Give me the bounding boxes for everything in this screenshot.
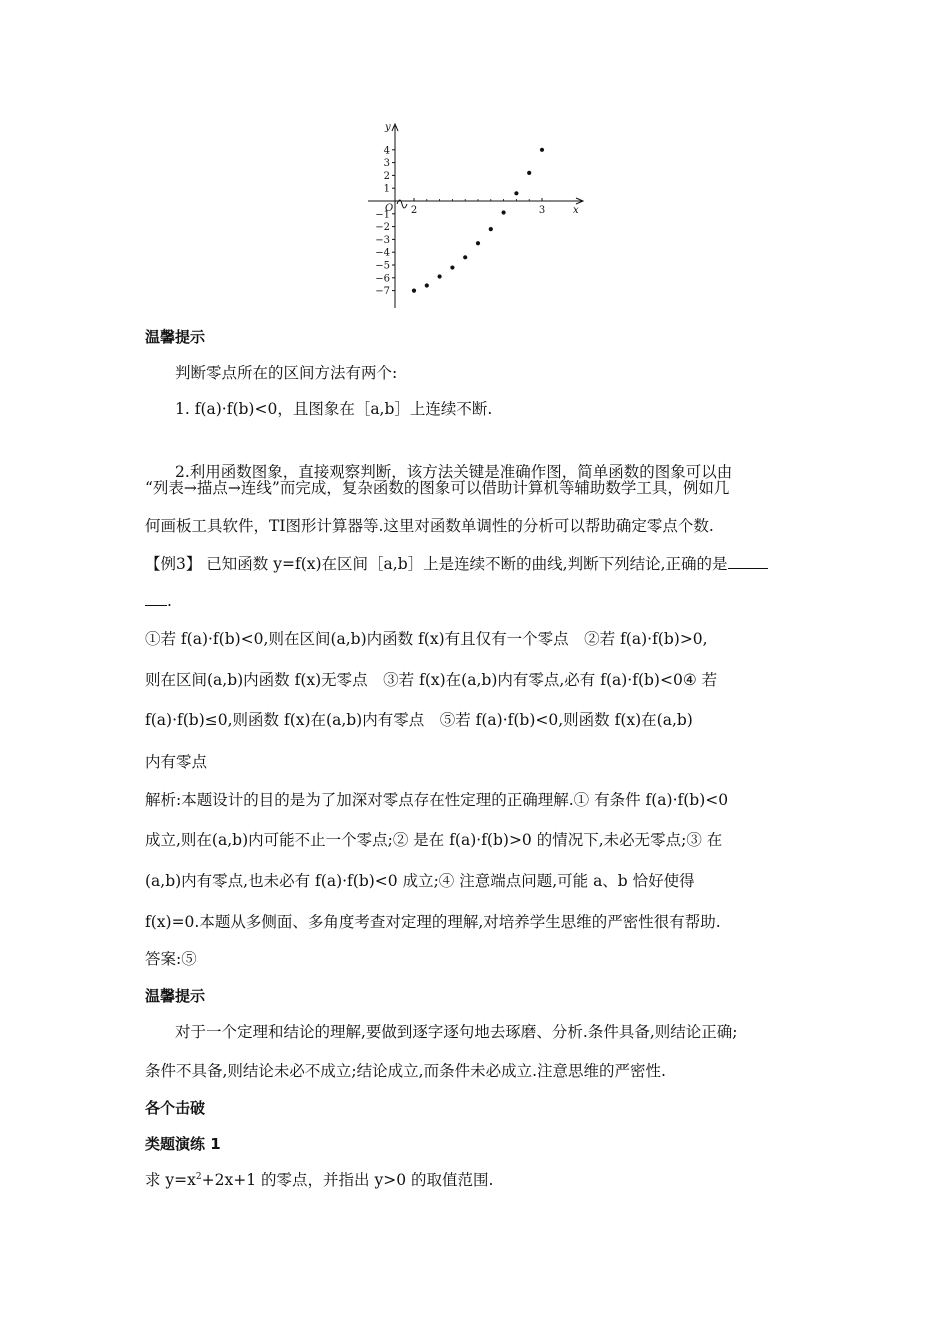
example-tag: 【例3】 — [145, 555, 202, 573]
x-tick-label: 2 — [410, 205, 418, 216]
tip2-line-2: 条件不具备,则结论未必不成立;结论成立,而条件未必成立.注意思维的严密性. — [145, 1062, 666, 1080]
x-axis-label: x — [573, 205, 579, 216]
analysis-line-4: f(x)=0.本题从多侧面、多角度考查对定理的理解,对培养学生思维的严密性很有帮助. — [145, 913, 721, 931]
example-option-line-2: 则在区间(a,b)内函数 f(x)无零点 ③若 f(x)在(a,b)内有零点,必有 f(a)·f(b)<0④ 若 — [145, 671, 718, 689]
y-tick-label: −4 — [375, 247, 390, 259]
x-tick-label: 3 — [538, 205, 546, 216]
tip-heading-1: 温馨提示 — [145, 328, 206, 346]
y-tick-label: −2 — [375, 222, 390, 234]
data-point — [412, 289, 416, 293]
example-option-line-3: f(a)·f(b)≤0,则函数 f(x)在(a,b)内有零点 ⑤若 f(a)·f(b)<0,则函数 f(x)在(a,b) — [145, 711, 693, 729]
analysis-line-3: (a,b)内有零点,也未必有 f(a)·f(b)<0 成立;④ 注意端点问题,可能 a、b 恰好使得 — [145, 872, 695, 890]
data-point — [489, 227, 493, 231]
data-point — [527, 171, 531, 175]
data-point — [450, 265, 454, 269]
data-point — [476, 241, 480, 245]
analysis-line-2: 成立,则在(a,b)内可能不止一个零点;② 是在 f(a)·f(b)>0 的情况下,未必无零点;③ 在 — [145, 831, 723, 849]
tip-item-2-line-1: 2.利用函数图象，直接观察判断，该方法关键是准确作图，简单函数的图象可以由 — [175, 463, 733, 481]
data-point — [438, 274, 442, 278]
exercise-question — [145, 1169, 810, 1191]
scatter-chart — [360, 118, 590, 318]
data-point — [540, 148, 544, 152]
y-tick-label: 1 — [383, 183, 390, 195]
exercise-q-pre: 求 y=x — [145, 1171, 196, 1189]
tip-item-1: 1. f(a)·f(b)<0，且图象在［a,b］上连续不断. — [175, 400, 493, 418]
example-option-line-4: 内有零点 — [145, 753, 208, 771]
data-point — [502, 210, 506, 214]
answer-blank-cont: . — [145, 590, 810, 612]
tip-item-2-line-3: 何画板工具软件，TI图形计算器等.这里对函数单调性的分析可以帮助确定零点个数. — [145, 517, 714, 535]
y-tick-label: −6 — [375, 273, 390, 285]
tip-heading-2: 温馨提示 — [145, 987, 206, 1005]
data-point — [425, 283, 429, 287]
exercise-heading: 类题演练 1 — [145, 1135, 221, 1153]
tip-intro: 判断零点所在的区间方法有两个: — [175, 364, 398, 382]
data-point — [514, 191, 518, 195]
answer-text: 答案:⑤ — [145, 950, 197, 968]
y-axis-label: y — [385, 122, 391, 133]
exercise-q-sup: 2 — [195, 1171, 202, 1182]
exercise-q-post: +2x+1 的零点，并指出 y>0 的取值范围. — [201, 1171, 494, 1189]
y-tick-label: 4 — [383, 145, 390, 157]
tip-item-2-line-2: “列表→描点→连线”而完成，复杂函数的图象可以借助计算机等辅助数学工具，例如几 — [145, 479, 730, 497]
example-question — [145, 553, 810, 575]
example-text: 已知函数 y=f(x)在区间［a,b］上是连续不断的曲线,判断下列结论,正确的是 — [201, 555, 728, 573]
y-tick-label: 3 — [383, 158, 390, 170]
origin-label: O — [385, 203, 394, 214]
example-option-line-1: ①若 f(a)·f(b)<0,则在区间(a,b)内函数 f(x)有且仅有一个零点 ②若 f(a)·f(b)>0, — [145, 630, 708, 648]
answer-blank-tail — [145, 591, 167, 606]
y-tick-label: −3 — [375, 234, 390, 246]
data-point — [463, 255, 467, 259]
section-heading: 各个击破 — [145, 1099, 206, 1117]
analysis-line-1: 解析:本题设计的目的是为了加深对零点存在性定理的正确理解.① 有条件 f(a)·f(b)<0 — [145, 791, 729, 809]
answer-blank — [728, 554, 768, 569]
y-tick-label: −1 — [375, 209, 390, 221]
y-tick-label: 2 — [383, 170, 390, 182]
tip2-line-1: 对于一个定理和结论的理解,要做到逐字逐句地去琢磨、分析.条件具备,则结论正确; — [175, 1023, 738, 1041]
y-tick-label: −5 — [375, 260, 390, 272]
y-tick-label: −7 — [375, 286, 390, 298]
